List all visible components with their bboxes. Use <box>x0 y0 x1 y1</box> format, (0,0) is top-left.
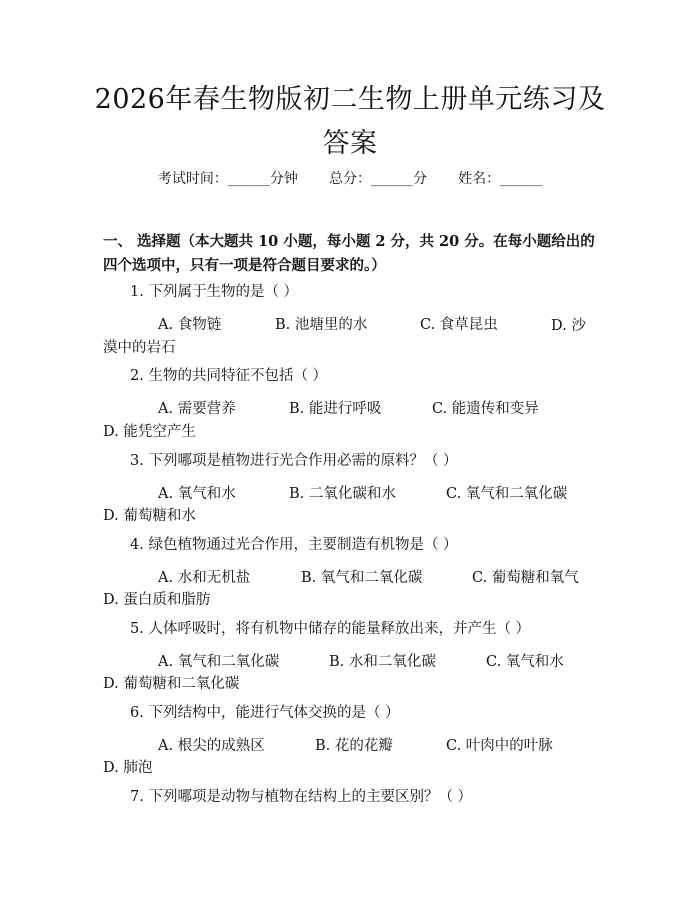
question-option: C. 氧气和二氧化碳 <box>446 486 568 502</box>
student-name-field: 姓名：______ <box>458 171 543 187</box>
question-option: D. 葡萄糖和二氧化碳 <box>103 676 240 692</box>
question-option: B. 氧气和二氧化碳 <box>301 570 423 586</box>
question-option: A. 氧气和二氧化碳 <box>158 654 280 670</box>
question-option: A. 氧气和水 <box>158 486 236 502</box>
section-heading: 一、 选择题（本大题共 10 小题，每小题 2 分，共 20 分。在每小题给出的四个选项中，只有一项是符合题目要求的。） <box>103 233 595 274</box>
question-option: C. 叶肉中的叶脉 <box>446 738 553 754</box>
exam-time-field: 考试时间：______分钟 <box>157 171 298 187</box>
question-option: B. 池塘里的水 <box>275 317 368 333</box>
question-option: A. 根尖的成熟区 <box>158 738 265 754</box>
question-stem: 7. 下列哪项是动物与植物在结构上的主要区别？（ ） <box>130 789 473 805</box>
question-option: D. 蛋白质和脂肪 <box>103 592 211 608</box>
question-stem: 2. 生物的共同特征不包括（ ） <box>130 368 328 384</box>
question-option: B. 二氧化碳和水 <box>289 486 396 502</box>
question-stem: 5. 人体呼吸时，将有机物中储存的能量释放出来，并产生（ ） <box>130 621 531 637</box>
question-stem: 4. 绿色植物通过光合作用，主要制造有机物是（ ） <box>130 537 458 553</box>
total-score-field: 总分：______分 <box>329 171 427 187</box>
question-stem: 1. 下列属于生物的是（ ） <box>130 284 299 300</box>
question-option: D. 葡萄糖和水 <box>103 508 196 524</box>
question-option-wrapped: D. 沙漠中的岩石 <box>103 318 586 356</box>
question-option: A. 需要营养 <box>158 401 236 417</box>
document-title: 2026年春生物版初二生物上册单元练习及答案 <box>94 84 606 159</box>
question-option: C. 食草昆虫 <box>420 317 498 333</box>
question-option: C. 葡萄糖和氧气 <box>472 570 579 586</box>
question-option: C. 氧气和水 <box>486 654 564 670</box>
question-option: A. 水和无机盐 <box>158 570 251 586</box>
question-option: C. 能遗传和变异 <box>432 401 539 417</box>
question-option: B. 水和二氧化碳 <box>329 654 436 670</box>
question-stem: 3. 下列哪项是植物进行光合作用必需的原料？（ ） <box>130 453 458 469</box>
question-option: B. 能进行呼吸 <box>289 401 382 417</box>
question-stem: 6. 下列结构中，能进行气体交换的是（ ） <box>130 705 400 721</box>
question-option: B. 花的花瓣 <box>315 738 393 754</box>
question-option: D. 肺泡 <box>103 760 153 776</box>
question-option: A. 食物链 <box>158 317 222 333</box>
question-option-wrapped: D. 能凭空产生 <box>103 424 196 440</box>
exam-info-line <box>0 169 700 189</box>
